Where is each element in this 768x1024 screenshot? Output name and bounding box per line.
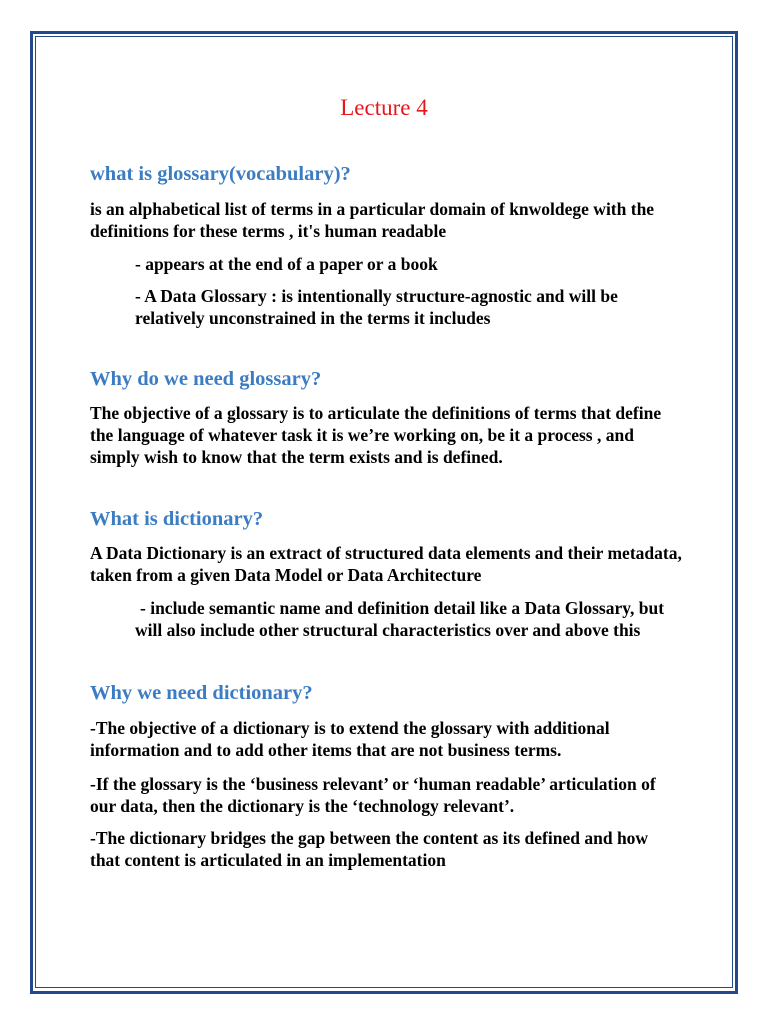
section-heading: what is glossary(vocabulary)?	[90, 163, 351, 185]
bullet-line: - appears at the end of a paper or a book	[135, 254, 438, 274]
bullet-line: relatively unconstrained in the terms it includes	[135, 308, 491, 328]
bullet-item	[135, 285, 618, 329]
paragraph	[90, 827, 648, 871]
section-heading: What is dictionary?	[90, 508, 264, 530]
paragraph-line: A Data Dictionary is an extract of structured data elements and their metadata,	[90, 543, 682, 563]
bullet-item	[135, 597, 664, 641]
bullet-item	[135, 253, 438, 275]
paragraph	[90, 773, 656, 817]
paragraph-line: -The dictionary bridges the gap between the content as its defined and how	[90, 828, 649, 848]
paragraph-line: the language of whatever task it is we’re working on, be it a process , and	[90, 425, 634, 445]
page-title: Lecture 4	[340, 95, 428, 120]
section-heading: Why we need dictionary?	[90, 682, 313, 704]
bullet-line: will also include other structural characteristics over and above this	[135, 620, 641, 640]
section-heading: Why do we need glossary?	[90, 368, 322, 390]
paragraph-line: is an alphabetical list of terms in a particular domain of knwoldege with the	[90, 199, 655, 219]
paragraph	[90, 542, 682, 586]
paragraph	[90, 402, 661, 468]
paragraph	[90, 717, 610, 761]
paragraph-line: The objective of a glossary is to articulate the definitions of terms that define	[90, 403, 662, 423]
paragraph-line: our data, then the dictionary is the ‘technology relevant’.	[90, 796, 515, 816]
bullet-line: - include semantic name and definition detail like a Data Glossary, but	[140, 598, 665, 618]
paragraph-line: information and to add other items that are not business terms.	[90, 740, 562, 760]
paragraph-line: taken from a given Data Model or Data Architecture	[90, 565, 482, 585]
paragraph-line: -The objective of a dictionary is to extend the glossary with additional	[90, 718, 610, 738]
paragraph	[90, 198, 654, 242]
paragraph-line: that content is articulated in an implementation	[90, 850, 446, 870]
paragraph-line: -If the glossary is the ‘business relevant’ or ‘human readable’ articulation of	[90, 774, 656, 794]
paragraph-line: simply wish to know that the term exists and is defined.	[90, 447, 503, 467]
paragraph-line: definitions for these terms , it's human readable	[90, 221, 447, 241]
bullet-line: - A Data Glossary : is intentionally structure-agnostic and will be	[135, 286, 618, 306]
